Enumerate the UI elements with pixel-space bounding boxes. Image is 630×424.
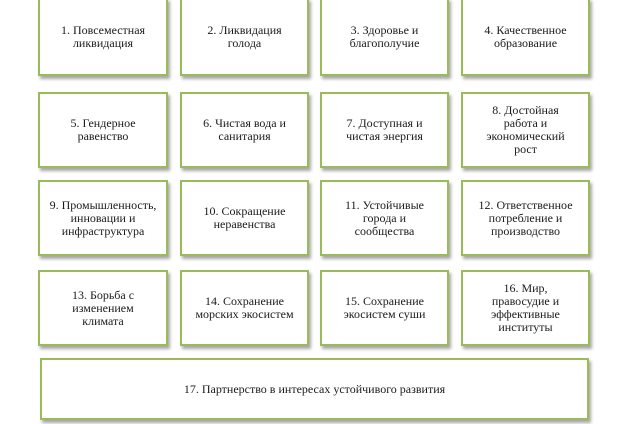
- goal-box-10: [180, 180, 309, 256]
- goal-box-9: [38, 180, 168, 256]
- goal-label-5: 5. Гендерное равенство: [70, 116, 136, 143]
- goal-box-8: [461, 92, 590, 168]
- goal-box-11: [320, 180, 449, 256]
- goal-box-12: [461, 180, 590, 256]
- goal-label-17: 17. Партнерство в интересах устойчивого развития: [183, 381, 446, 396]
- goal-box-1: [38, 0, 168, 76]
- goal-label-3: 3. Здоровье и благополучие: [349, 23, 420, 50]
- goal-box-4: [461, 0, 590, 76]
- goal-label-4: 4. Качественное образование: [484, 23, 567, 50]
- goal-label-16: 16. Мир, правосудие и эффективные институты: [491, 281, 560, 334]
- goal-box-2: [180, 0, 309, 76]
- goal-box-13: [38, 270, 168, 346]
- goal-label-8: 8. Достойная работа и экономический рост: [486, 103, 565, 156]
- goal-box-5: [38, 92, 168, 168]
- goal-box-6: [180, 92, 309, 168]
- goal-label-6: 6. Чистая вода и санитария: [203, 116, 286, 143]
- goal-label-15: 15. Сохранение экосистем суши: [343, 294, 426, 321]
- goal-label-14: 14. Сохранение морских экосистем: [195, 294, 294, 321]
- goal-label-13: 13. Борьба с изменением климата: [71, 287, 135, 328]
- goal-label-7: 7. Доступная и чистая энергия: [346, 116, 423, 143]
- goal-label-1: 1. Повсеместная ликвидация: [60, 23, 146, 50]
- goal-box-3: [320, 0, 449, 76]
- goal-label-11: 11. Устойчивые города и сообщества: [345, 197, 424, 238]
- goal-label-9: 9. Промышленность, инновации и инфраструктура: [49, 197, 157, 238]
- goal-box-16: [461, 270, 590, 346]
- goal-box-17: [40, 358, 589, 420]
- goal-label-10: 10. Сокращение неравенства: [203, 204, 286, 231]
- goal-label-12: 12. Ответственное потребление и производство: [478, 197, 573, 238]
- goal-box-7: [320, 92, 449, 168]
- goal-box-15: [320, 270, 449, 346]
- goal-label-2: 2. Ликвидация голода: [207, 23, 282, 50]
- goal-box-14: [180, 270, 309, 346]
